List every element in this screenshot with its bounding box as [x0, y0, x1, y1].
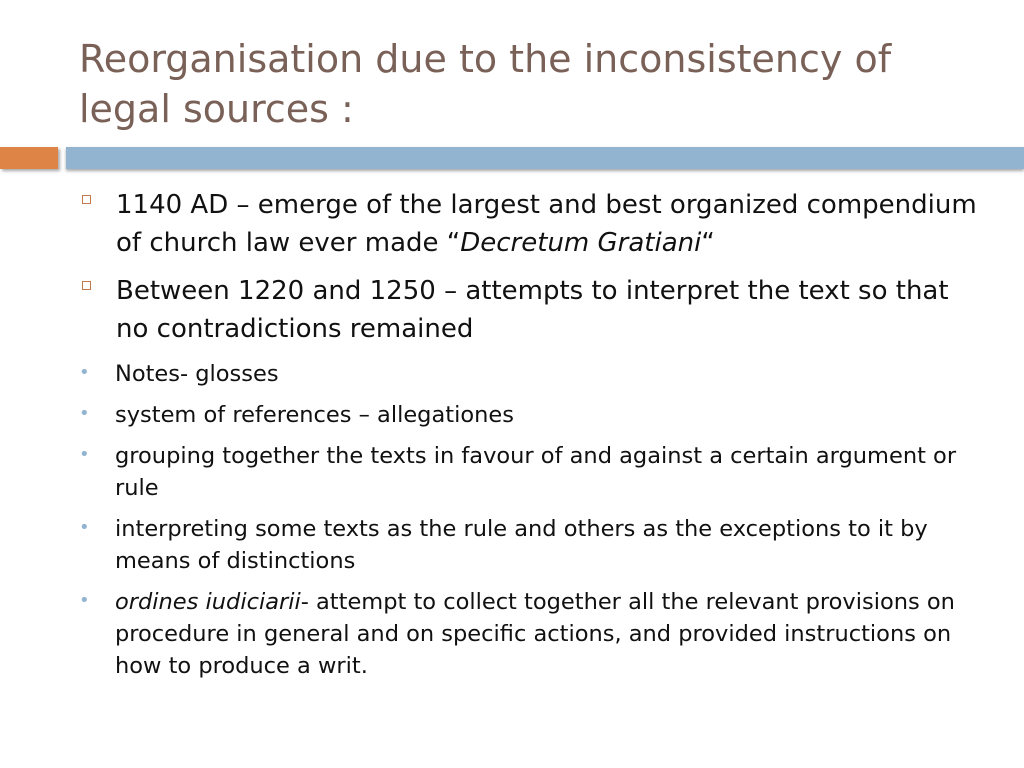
- dot-bullet-icon: •: [79, 590, 90, 611]
- bullet-text: Between 1220 and 1250 – attempts to interpret the text so that no contradictions remained: [116, 276, 949, 344]
- square-bullet-icon: [82, 281, 91, 290]
- sub-bullet-list: [79, 358, 989, 682]
- sub-bullet-item: [79, 440, 989, 504]
- bullet-text: 1140 AD – emerge of the largest and best organized compendium of church law ever made “Decretum Gratiani“: [116, 190, 977, 258]
- sub-bullet-text: ordines iudiciarii- attempt to collect together all the relevant provisions on procedure in general and on specific actions, and provided instructions on how to produce a writ.: [115, 589, 955, 679]
- sub-bullet-text: grouping together the texts in favour of and against a certain argument or rule: [115, 443, 957, 501]
- dot-bullet-icon: •: [79, 444, 90, 465]
- sub-bullet-item: [79, 358, 989, 390]
- dot-bullet-icon: •: [79, 517, 90, 538]
- dot-bullet-icon: •: [79, 362, 90, 383]
- title-divider: [0, 143, 1024, 177]
- sub-bullet-item: [79, 586, 989, 682]
- bullet-item: [79, 272, 989, 348]
- divider-accent-orange: [0, 147, 58, 169]
- sub-bullet-text: system of references – allegationes: [115, 402, 514, 428]
- slide-title: Reorganisation due to the inconsistency of legal sources :: [79, 37, 892, 131]
- slide-content: [79, 186, 989, 691]
- decretum-gratiani-text: Decretum Gratiani: [460, 228, 702, 258]
- sub-bullet-item: [79, 513, 989, 577]
- square-bullet-icon: [82, 195, 91, 204]
- ordines-iudiciarii-text: ordines iudiciarii: [115, 589, 301, 615]
- sub-bullet-item: [79, 399, 989, 431]
- sub-bullet-text: Notes- glosses: [115, 361, 279, 387]
- divider-accent-blue: [66, 147, 1024, 169]
- bullet-item: [79, 186, 989, 262]
- dot-bullet-icon: •: [79, 403, 90, 424]
- sub-bullet-text: interpreting some texts as the rule and others as the exceptions to it by means of distinctions: [115, 516, 928, 574]
